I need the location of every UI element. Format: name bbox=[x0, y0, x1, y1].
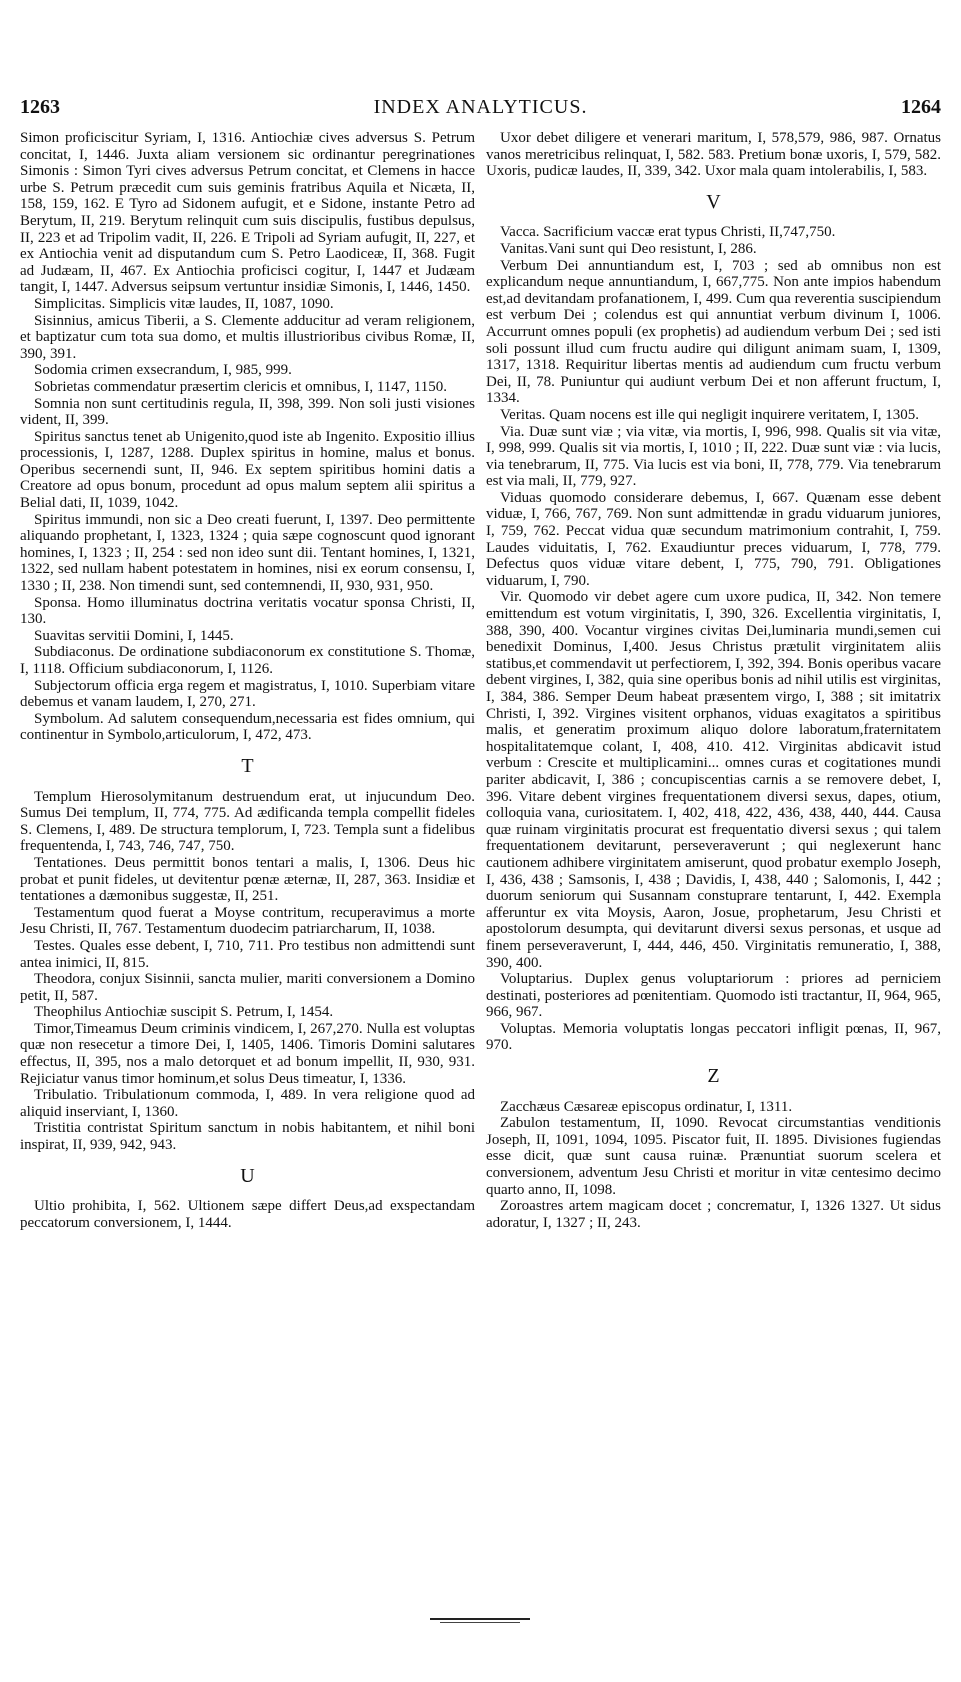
running-header bbox=[20, 96, 941, 118]
index-entry: Zoroastres artem magicam docet ; concrematur, I, 1326 1327. Ut sidus adoratur, I, 1327 ; II, 243. bbox=[486, 1198, 941, 1231]
index-entry: Simon proficiscitur Syriam, I, 1316. Antiochiæ cives adversus S. Petrum concitat, I, 1446. Juxta aliam versionem sic ordinantur peregrinationes Simonis : Simon Tyri cives adversus Petrum concitat, et Clemens in hacce urbe S. Petrum præcedit cum suis geminis fratribus Aquila et Nicæta, II, 158, 159, 162. E Tyro ad Sidonem aufugit, et e Sidone, instante Petro ad Berytum, II, 219. Berytum relinquit cum suis discipulis, fustibus depulsus, II, 223 et ad Tripolim vadit, II, 226. E Tripoli ad Syriam aufugit, II, 227, et ex Antiochia venit ad disputandum cum S. Petro Laodiceæ, II, 368. Fugit ad Judæam, II, 467. Ex Antiochia proficisci cogitur, I, 1447 et Judæam tangit, I, 1447. Adversus seipsum vertuntur insidiæ Simonis, I, 1446, 1450. bbox=[20, 130, 475, 296]
index-entry: Theodora, conjux Sisinnii, sancta mulier, mariti conversionem a Domino petit, II, 587. bbox=[20, 971, 475, 1004]
index-entry: Testes. Quales esse debent, I, 710, 711. Pro testibus non admittendi sunt antea inimici, II, 815. bbox=[20, 937, 475, 971]
running-title: INDEX ANALYTICUS. bbox=[373, 96, 588, 118]
index-entry: Sobrietas commendatur præsertim clericis et omnibus, I, 1147, 1150. bbox=[34, 378, 447, 395]
index-entry: Theophilus Antiochiæ suscipit S. Petrum, I, 1454. bbox=[34, 1004, 334, 1021]
index-entry: Verbum Dei annuntiandum est, I, 703 ; sed ab omnibus non est explicandum neque annuntiandum, I, 667,775. Non ante impios habendum est,ad devitandam profanationem, I, 499. Cum qua reverentia suscipiendum est verbum Dei ; colendus est qui annuntiat verbum divinum I, 1006. Accurrunt omnes populi (ex prophetis) ad audiendum verbum Dei ; sed isti soli possunt illud cum fructu audire qui diligunt animam suam, I, 1309, 1317, 1318. Requiritur libertas mentis ad audiendum cum fructu verbum Dei, II, 78. Puniuntur qui audiunt verbum Dei et non afferunt fructum, I, 1334. bbox=[486, 257, 941, 407]
index-entry: Viduas quomodo considerare debemus, I, 667. Quænam esse debent viduæ, I, 766, 767, 769. Non sunt admittendæ in gradu viduarum juniores, I, 759, 762. Peccat vidua quæ secundum matrimonium contrahit, I, 759. Laudes viduitatis, I, 762. Exaudiuntur preces viduarum, I, 778, 779. Defectus quos viduæ vitare debent, I, 775, 790, 791. Obligationes viduarum, I, 790. bbox=[486, 489, 941, 589]
index-entry: Voluptarius. Duplex genus voluptariorum : priores ad perniciem destinati, posteriores ad pœnitentiam. Quomodo isti tractantur, II, 964, 965, 966, 967. bbox=[486, 971, 941, 1021]
index-entry: Simplicitas. Simplicis vitæ laudes, II, 1087, 1090. bbox=[34, 295, 334, 312]
index-entry: Tristitia contristat Spiritum sanctum in nobis habitantem, et nihil boni inspirat, II, 939, 942, 943. bbox=[20, 1120, 475, 1154]
index-entry: Tentationes. Deus permittit bonos tentari a malis, I, 1306. Deus hic probat et punit fideles, ut devitentur pœnæ æternæ, II, 287, 363. Insidiæ et tentationes a dæmonibus suggestæ, II, 251. bbox=[20, 854, 475, 905]
index-entry: Somnia non sunt certitudinis regula, II, 398, 399. Non soli justi visiones vident, II, 399. bbox=[20, 395, 475, 429]
index-entry: Spiritus immundi, non sic a Deo creati fuerunt, I, 1397. Deo permittente aliquando prophetant, I, 1323, 1324 ; quia sæpe cognoscunt quod ignorant homines, I, 1323 ; II, 254 : sed non ideo sunt dii. Tentant homines, I, 1321, 1322, sed nullam habent potestatem in homines, nisi ex eorum consensu, I, 1330 ; II, 238. Non timendi sunt, sed contemnendi, II, 930, 931, 950. bbox=[20, 511, 475, 595]
index-entry: Zabulon testamentum, II, 1090. Revocat circumstantias venditionis Joseph, II, 1091, 1094, 1095. Piscator fuit, II. 1895. Divisiones fugiendas esse dicit, quæ sunt causa ruinæ. Prænuntiat suorum scelera et conversionem, adventum Jesu Christi et moritur in vitæ centesimo decimo quarto anno, II, 1098. bbox=[486, 1115, 941, 1198]
index-entry: Templum Hierosolymitanum destruendum erat, ut injucundum Deo. Sumus Dei templum, II, 774, 775. Ad ædificanda templa compellit fideles S. Clemens, I, 489. De structura templorum, I, 723. Templa sunt a fidelibus frequentenda, I, 743, 746, 747, 750. bbox=[20, 788, 475, 855]
index-entry: Symbolum. Ad salutem consequendum,necessaria est fides omnium, qui continentur in Symbolo,articulorum, I, 472, 473. bbox=[20, 710, 475, 744]
right-column bbox=[486, 130, 941, 1231]
index-entry: Voluptas. Memoria voluptatis longas peccatori infligit pœnas, II, 967, 970. bbox=[486, 1020, 941, 1054]
index-entry: Spiritus sanctus tenet ab Unigenito,quod iste ab Ingenito. Expositio illius processionis, I, 1287, 1288. Duplex spiritus in homine, malus et bonus. Operibus secernendi sunt, II, 946. Ex septem spiritibus homini datis a Creatore ad opus bonum, procedunt ad opus malum septem alii spiritus a Belial dati, II, 1039, 1042. bbox=[20, 428, 475, 512]
left-column bbox=[20, 130, 475, 1231]
section-letter-v: V bbox=[706, 190, 721, 213]
index-entry: Vir. Quomodo vir debet agere cum uxore pudica, II, 342. Non temere emittendum est votum virginitatis, I, 390, 326. Excellentia virginitatis, I, 388, 390, 400. Vocantur virgines civitas Dei,luminaria mundi,semen cui benedixit Dominus, I,400. Jesus Christus prætulit virginitatem aliis statibus,et commendavit ut perfectiorem, I, 392, 394. Bonis operibus vacare debent virgines, I, 382, quia sine operibus bonis ad nihil utilis est virginitas, I, 384, 386. Semper Deum habeat præsentem virgo, I, 388 ; sit imitatrix Christi, I, 392. Virgines visitent orphanos, viduas exagitatos a spiritibus malis, et generatim proximum aliquo dolore laboratum,fraternitatem hospitalitatemque colant, I, 408, 410. 412. Virginitas abdicavit istud verbum : Crescite et multiplicamini... omnes curas et cogitationes mundi pariter abdicavit, I, 386 ; concupiscentias carnis a se removere debet, I, 396. Vitare debent virgines frequentationem diversi sexus, dapes, otium, colloquia vana, curiositatem. I, 402, 418, 422, 436, 438, 440, 444. Causa quæ ruinam virginitatis procurat est frequentatio diversi sexus ; qui talem frequentationem devitarunt, perseveraverunt ; qui neglexerunt hanc cautionem adhibere virginitatem amiserunt, quod probatur exemplo Joseph, I, 436, 438 ; Samsonis, I, 438 ; Davidis, I, 438, 440 ; Salomonis, I, 442 ; duorum seniorum qui Susannam constuprare tentarunt, I, 442. Exempla afferuntur ex vita Moysis, Aaron, Josue, prophetarum, Jesu Christi et apostolorum desumpta, qui devitarunt diversi sexus personas, et usque ad finem perseveraverunt, I, 444, 446, 450. Virginitatis remuneratio, I, 388, 390, 400. bbox=[486, 589, 941, 971]
index-entry: Via. Duæ sunt viæ ; via vitæ, via mortis, I, 996, 998. Qualis sit via vitæ, I, 998, 999. Qualis sit via mortis, I, 1010 ; II, 222. Duæ sunt viæ : via lucis, via tenebrarum, II, 775. Via lucis est via boni, II, 778, 779. Via tenebrarum est via mali, II, 779, 927. bbox=[486, 423, 941, 490]
index-entry: Uxor debet diligere et venerari maritum, I, 578,579, 986, 987. Ornatus vanos meretricibus relinquat, I, 582. 583. Pretium bonæ uxoris, I, 579, 582. Uxoris, pudicæ laudes, II, 339, 342. Uxor mala quam intolerabilis, I, 583. bbox=[486, 130, 941, 180]
ornament-rule bbox=[440, 1622, 520, 1623]
index-entry: Zacchæus Cæsareæ episcopus ordinatur, I, 1311. bbox=[500, 1098, 793, 1115]
index-entry: Vacca. Sacrificium vaccæ erat typus Christi, II,747,750. bbox=[500, 224, 836, 241]
index-entry: Tribulatio. Tribulationum commoda, I, 489. In vera religione quod ad aliquid inserviant, I, 1360. bbox=[20, 1087, 475, 1120]
index-entry: Subdiaconus. De ordinatione subdiaconorum ex constitutione S. Thomæ, I, 1118. Officium subdiaconorum, I, 1126. bbox=[20, 644, 475, 677]
index-entry: Sodomia crimen exsecrandum, I, 985, 999. bbox=[34, 362, 292, 379]
index-entry: Veritas. Quam nocens est ille qui negligit inquirere veritatem, I, 1305. bbox=[500, 406, 920, 423]
index-entry: Sisinnius, amicus Tiberii, a S. Clemente adducitur ad veram religionem, et baptizatur cum tota sua domo, et multis illustrioribus civibus Romæ, II, 390, 391. bbox=[20, 312, 475, 362]
page-number-left: 1263 bbox=[20, 96, 60, 118]
ornament-rule bbox=[430, 1618, 530, 1620]
section-letter-z: Z bbox=[707, 1065, 720, 1088]
index-entry: Ultio prohibita, I, 562. Ultionem sæpe differt Deus,ad exspectandam peccatorum conversionem, I, 1444. bbox=[20, 1198, 475, 1231]
end-ornament bbox=[430, 1616, 530, 1626]
section-letter-u: U bbox=[240, 1164, 255, 1187]
section-letter-t: T bbox=[241, 754, 254, 777]
index-entry: Sponsa. Homo illuminatus doctrina veritatis vocatur sponsa Christi, II, 130. bbox=[20, 594, 475, 628]
page-number-right: 1264 bbox=[901, 96, 941, 118]
index-entry: Testamentum quod fuerat a Moyse contritum, recuperavimus a morte Jesu Christi, II, 767. Testamentum duodecim patriarcharum, II, 1038. bbox=[20, 904, 475, 938]
index-entry: Vanitas.Vani sunt qui Deo resistunt, I, 286. bbox=[500, 240, 757, 257]
index-entry: Timor,Timeamus Deum criminis vindicem, I, 267,270. Nulla est voluptas quæ non resecetur a timore Dei, I, 1405, 1406. Timoris Domini salutares effectus, II, 395, nos a malo detorquet et ad bonum impellit, II, 930, 931. Rejiciatur vanus timor hominum,et solus Deus timeatur, I, 1336. bbox=[20, 1020, 475, 1087]
index-entry: Subjectorum officia erga regem et magistratus, I, 1010. Superbiam vitare debemus et vanam laudem, I, 270, 271. bbox=[20, 677, 475, 711]
index-entry: Suavitas servitii Domini, I, 1445. bbox=[34, 627, 234, 644]
